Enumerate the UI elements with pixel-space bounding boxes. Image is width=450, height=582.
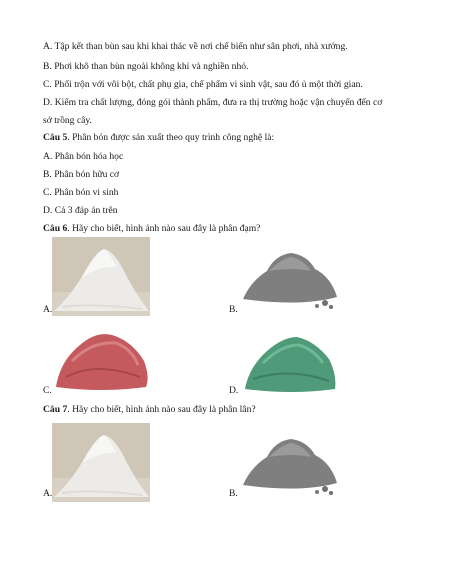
q4-option-c: C. Phối trộn với vôi bột, chất phụ gia, chế phẩm vi sinh vật, sau đó ủ một thời gian. xyxy=(43,79,363,90)
q5-option-b: B. Phân bón hữu cơ xyxy=(43,169,120,180)
question-6-number: Câu 6 xyxy=(43,223,68,234)
q6-label-a: A. xyxy=(43,304,53,315)
gray-fertilizer-pile-image xyxy=(241,423,339,499)
q4-option-d-continued: sở trồng cây. xyxy=(43,115,92,126)
q6-label-b: B. xyxy=(229,304,238,315)
white-fertilizer-pile-image xyxy=(52,423,150,502)
green-fertilizer-pile-image xyxy=(241,321,339,395)
q6-label-c: C. xyxy=(43,385,52,396)
q5-option-c: C. Phân bón vi sinh xyxy=(43,187,119,198)
q4-option-a: A. Tập kết than bùn sau khi khai thác về nơi chế biến như sân phơi, nhà xưởng. xyxy=(43,41,348,52)
q4-option-b: B. Phơi khô than bùn ngoài không khí và nghiền nhỏ. xyxy=(43,61,249,72)
red-fertilizer-pile-image xyxy=(52,321,151,393)
question-5 xyxy=(43,132,274,144)
q7-label-b: B. xyxy=(229,488,238,499)
question-5-number: Câu 5 xyxy=(43,132,68,143)
question-6-text: . Hãy cho biết, hình ảnh nào sau đây là phân đạm? xyxy=(67,223,261,234)
q7-label-a: A. xyxy=(43,488,53,499)
q4-option-d: D. Kiểm tra chất lượng, đóng gói thành phẩm, đưa ra thị trường hoặc vận chuyển đến cơ xyxy=(43,97,383,108)
question-7 xyxy=(43,404,256,416)
question-7-number: Câu 7 xyxy=(43,404,68,415)
q5-option-a: A. Phân bón hóa học xyxy=(43,151,124,162)
question-7-text: . Hãy cho biết, hình ảnh nào sau đây là phân lân? xyxy=(67,404,256,415)
q6-label-d: D. xyxy=(229,385,239,396)
gray-fertilizer-pile-image xyxy=(241,237,339,313)
question-5-text: . Phân bón được sản xuất theo quy trình công nghệ là: xyxy=(67,132,275,143)
white-fertilizer-pile-image xyxy=(52,237,150,316)
q5-option-d: D. Cả 3 đáp án trên xyxy=(43,205,118,216)
question-6 xyxy=(43,223,260,235)
